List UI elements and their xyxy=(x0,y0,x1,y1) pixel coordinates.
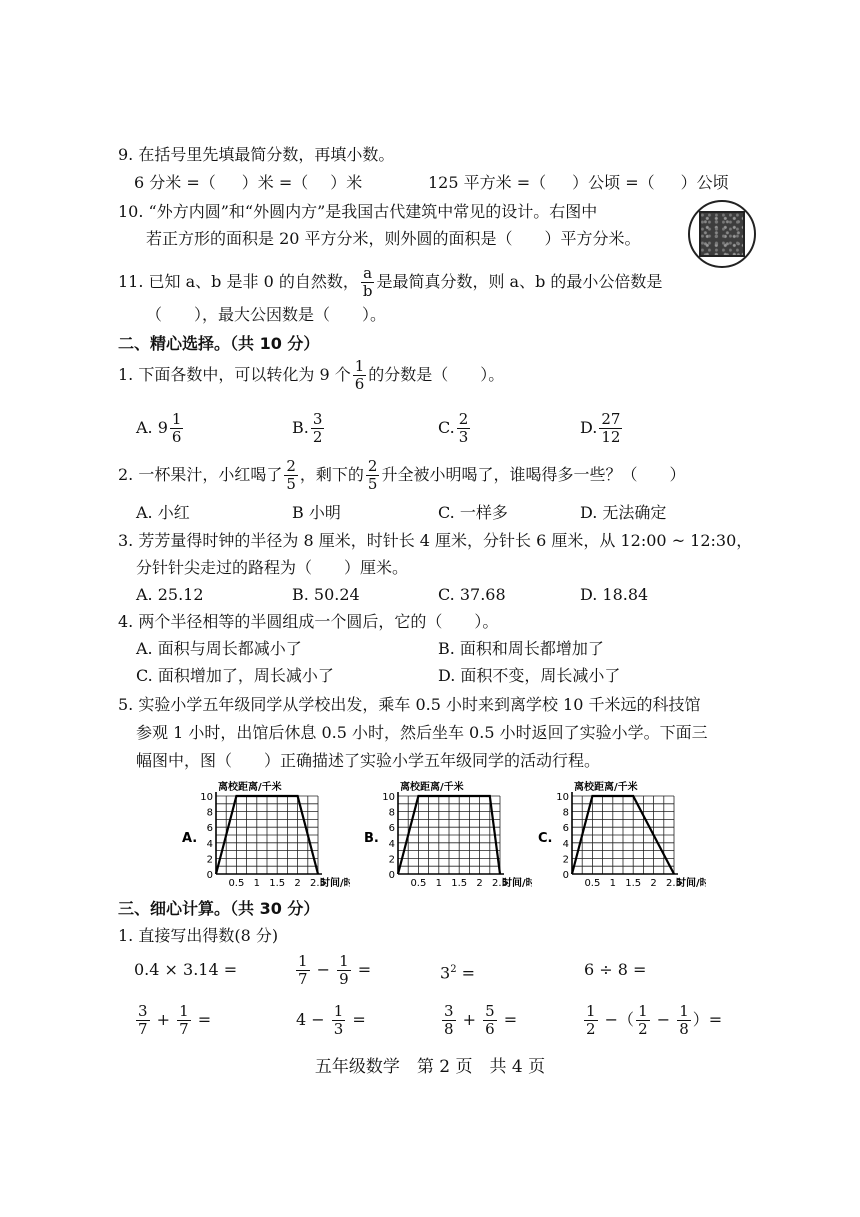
calc-e7: $\frac{3}{8}$ + $\frac{5}{6}$ = xyxy=(444,1002,518,1038)
c3-option-a[interactable]: A. 25.12 xyxy=(136,585,204,604)
c5-line1: 5. 实验小学五年级同学从学校出发，乘车 0.5 小时来到离学校 10 千米远的科技馆 xyxy=(118,695,701,714)
y-tick-label: 4 xyxy=(206,838,213,850)
q11-line2: （ ），最大公因数是（ ）。 xyxy=(146,305,387,324)
q9-a-mid: ）米 =（ xyxy=(241,173,309,192)
graph-b[interactable] xyxy=(362,776,532,892)
inner-square-image xyxy=(699,211,745,257)
c1-pre: 1. 下面各数中，可以转化为 9 个 xyxy=(118,365,351,384)
section3-title: 三、细心计算。（共 30 分） xyxy=(118,899,320,918)
q9-part-a xyxy=(134,172,362,194)
x-tick-label: 0.5 xyxy=(228,878,245,888)
c3-option-b[interactable]: B. 50.24 xyxy=(292,585,360,604)
graph-c[interactable] xyxy=(536,776,706,892)
q11-post: 是最简真分数，则 a、b 的最小公倍数是 xyxy=(376,272,663,291)
c4-option-a[interactable]: A. 面积与周长都减小了 xyxy=(136,639,302,658)
calc-e4: 6 ÷ 8 = xyxy=(584,960,647,979)
y-tick-label: 10 xyxy=(556,792,569,803)
page-footer: 五年级数学 第 2 页 共 4 页 xyxy=(314,1057,546,1077)
graph-panel-label: B. xyxy=(364,831,379,846)
calc-e5: $\frac{3}{7}$ + $\frac{1}{7}$ = xyxy=(138,1002,212,1038)
y-tick-label: 2 xyxy=(206,854,213,866)
q11-pre: 11. 已知 a、b 是非 0 的自然数， xyxy=(118,272,359,291)
c4-option-c[interactable]: C. 面积增加了，周长减小了 xyxy=(136,666,334,685)
c3-option-d[interactable]: D. 18.84 xyxy=(580,585,649,604)
c3-line2: 分针针尖走过的路程为（ ）厘米。 xyxy=(136,558,409,577)
q10-line1: 10. “外方内圆”和“外圆内方”是我国古代建筑中常见的设计。右图中 xyxy=(118,202,598,221)
graph-panel-label: C. xyxy=(538,831,553,846)
y-tick-label: 6 xyxy=(562,823,569,835)
c2-option-b[interactable]: B 小明 xyxy=(292,503,341,522)
q9-b-mid: ）公顷 =（ xyxy=(572,173,655,192)
y-tick-label: 6 xyxy=(388,823,395,835)
calc-subtitle: 1. 直接写出得数(8 分) xyxy=(118,926,279,945)
x-tick-label: 2 xyxy=(650,878,657,888)
y-tick-label: 0 xyxy=(388,870,395,881)
c2-option-d[interactable]: D. 无法确定 xyxy=(580,503,667,522)
x-tick-label: 1.5 xyxy=(451,878,468,888)
graph-title: 离校距离/千米 xyxy=(400,782,464,793)
q9-a-end: ）米 xyxy=(330,173,363,192)
c1-option-c[interactable]: C. $\frac{2}{3}$ xyxy=(438,410,469,446)
q9-a-pre: 6 分米 =（ xyxy=(134,173,216,192)
c5-line2: 参观 1 小时，出馆后休息 0.5 小时，然后坐车 0.5 小时返回了实验小学。下面三 xyxy=(136,723,708,742)
y-tick-label: 2 xyxy=(562,854,569,866)
y-tick-label: 8 xyxy=(206,807,213,819)
graph-panel-label: A. xyxy=(182,831,198,846)
q9-part-b xyxy=(428,172,729,194)
y-tick-label: 0 xyxy=(206,870,213,881)
x-tick-label: 2 xyxy=(476,878,483,888)
q11-line1 xyxy=(118,262,662,302)
x-tick-label: 1.5 xyxy=(625,878,642,888)
c1-option-d[interactable]: D. $\frac{27}{12}$ xyxy=(580,410,621,446)
x-axis-label: 时间/时 xyxy=(676,878,706,888)
c3-option-c[interactable]: C. 37.68 xyxy=(438,585,506,604)
y-tick-label: 6 xyxy=(206,823,213,835)
c3-line1: 3. 芳芳量得时钟的半径为 8 厘米，时针长 4 厘米，分针长 6 厘米，从 12:00 ~ 12:30， xyxy=(118,531,753,550)
y-tick-label: 8 xyxy=(562,807,569,819)
x-tick-label: 2 xyxy=(294,878,301,888)
graph-title: 离校距离/千米 xyxy=(218,782,282,793)
c4-option-d[interactable]: D. 面积不变，周长减小了 xyxy=(438,666,621,685)
c1-question xyxy=(118,355,504,395)
graph-svg xyxy=(362,776,532,888)
calc-e1: 0.4 × 3.14 = xyxy=(134,960,238,979)
calc-e6: 4 − $\frac{1}{3}$ = xyxy=(296,1002,366,1038)
c1-post: 的分数是（ ）。 xyxy=(368,365,505,384)
x-tick-label: 1.5 xyxy=(269,878,286,888)
y-tick-label: 8 xyxy=(388,807,395,819)
x-tick-label: 1 xyxy=(435,878,442,888)
calc-e2: $\frac{1}{7}$ − $\frac{1}{9}$ = xyxy=(298,952,372,988)
calc-e8: $\frac{1}{2}$ −（ $\frac{1}{2}$ − $\frac{1}{8}$ ）= xyxy=(586,1002,723,1038)
circle-square-figure xyxy=(688,200,756,268)
x-tick-label: 2.5 xyxy=(492,878,508,888)
c1-fraction: $\frac{1}{6}$ xyxy=(354,357,365,393)
c1-option-a[interactable]: A. 9 $\frac{1}{6}$ xyxy=(136,410,182,446)
y-tick-label: 4 xyxy=(388,838,395,850)
x-tick-label: 2.5 xyxy=(666,878,682,888)
c2-option-a[interactable]: A. 小红 xyxy=(136,503,190,522)
q9-b-pre: 125 平方米 =（ xyxy=(428,173,547,192)
q9-title: 9. 在括号里先填最简分数，再填小数。 xyxy=(118,145,395,164)
y-tick-label: 0 xyxy=(562,870,569,881)
y-tick-label: 10 xyxy=(200,792,213,803)
x-axis-label: 时间/时 xyxy=(320,878,350,888)
y-tick-label: 2 xyxy=(388,854,395,866)
graph-title: 离校距离/千米 xyxy=(574,782,638,793)
graph-svg xyxy=(536,776,706,888)
section2-title: 二、精心选择。（共 10 分） xyxy=(118,334,320,353)
c4-question: 4. 两个半径相等的半圆组成一个圆后，它的（ ）。 xyxy=(118,612,499,631)
q9-b-end: ）公顷 xyxy=(680,173,729,192)
c2-option-c[interactable]: C. 一样多 xyxy=(438,503,508,522)
x-tick-label: 2.5 xyxy=(310,878,326,888)
c4-option-b[interactable]: B. 面积和周长都增加了 xyxy=(438,639,604,658)
y-tick-label: 4 xyxy=(562,838,569,850)
x-tick-label: 1 xyxy=(609,878,616,888)
graph-a[interactable] xyxy=(180,776,350,892)
y-tick-label: 10 xyxy=(382,792,395,803)
graph-svg xyxy=(180,776,350,888)
calc-e3: $3^2$ = xyxy=(440,963,476,983)
x-tick-label: 0.5 xyxy=(410,878,427,888)
x-axis-label: 时间/时 xyxy=(502,878,532,888)
q11-fraction: $\frac{a}{b}$ xyxy=(362,264,373,300)
x-tick-label: 1 xyxy=(253,878,260,888)
c5-line3: 幅图中，图（ ）正确描述了实验小学五年级同学的活动行程。 xyxy=(136,751,601,770)
c2-question: 2. 一杯果汁，小红喝了 $\frac{2}{5}$ ，剩下的 $\frac{2}{5}$ 升全被小明喝了，谁喝得多一些？（ ） xyxy=(118,457,686,493)
c1-option-b[interactable]: B. $\frac{3}{2}$ xyxy=(292,410,323,446)
x-tick-label: 0.5 xyxy=(584,878,601,888)
q10-line2: 若正方形的面积是 20 平方分米，则外圆的面积是（ ）平方分米。 xyxy=(146,229,641,248)
